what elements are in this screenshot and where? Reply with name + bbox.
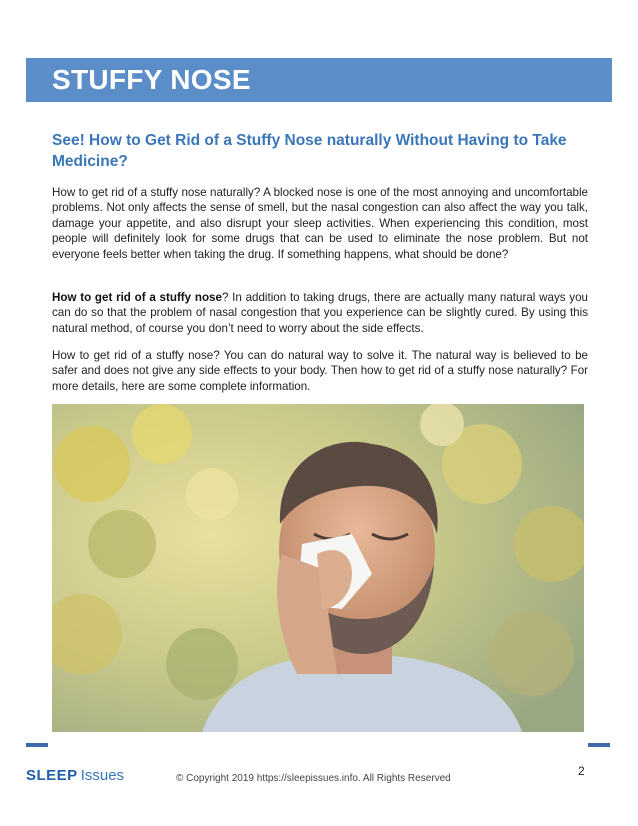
page-number: 2 [578,764,585,778]
title-banner [26,58,612,102]
paragraph-2-text: ? In addition to taking drugs, there are actually many natural ways you can do so that the problem of nasal congestion that you experience can be slightly cured. By using this natural method, of course you don’t need to worry about the side effects. [52,291,588,335]
article-subtitle: See! How to Get Rid of a Stuffy Nose naturally Without Having to Take Medicine? [52,132,567,170]
paragraph-3: How to get rid of a stuffy nose? You can do natural way to solve it. The natural way is believed to be safer and does not give any side effects to your body. Then how to get rid of a stuffy nose naturally? For more details, here are some complete information. [52,349,588,393]
logo-sleep-text: SLEEP [26,767,78,784]
footer-bar-right [588,743,610,747]
page-title: STUFFY NOSE [52,64,251,95]
footer-bar-left [26,743,48,747]
sleep-issues-logo [26,767,124,784]
paragraph-1: How to get rid of a stuffy nose naturally? A blocked nose is one of the most annoying and uncomfortable problems. Not only affects the sense of smell, but the nasal congestion can also affect the way you talk, damage your appetite, and also disrupt your sleep activities. When experiencing this condition, most people will definitely look for some drugs that can be used to eliminate the nose problem. But not everyone feels better when taking the drug. If something happens, what should be done? [52,186,588,261]
logo-issues-text: Issues [80,767,125,784]
paragraph-2 [52,290,588,336]
paragraph-2-bold-lead: How to get rid of a stuffy nose [52,291,222,304]
copyright-notice: © Copyright 2019 https://sleepissues.info. All Rights Reserved [176,773,451,784]
sneezing-man-photo [52,404,584,732]
photo-illustration [52,404,584,732]
